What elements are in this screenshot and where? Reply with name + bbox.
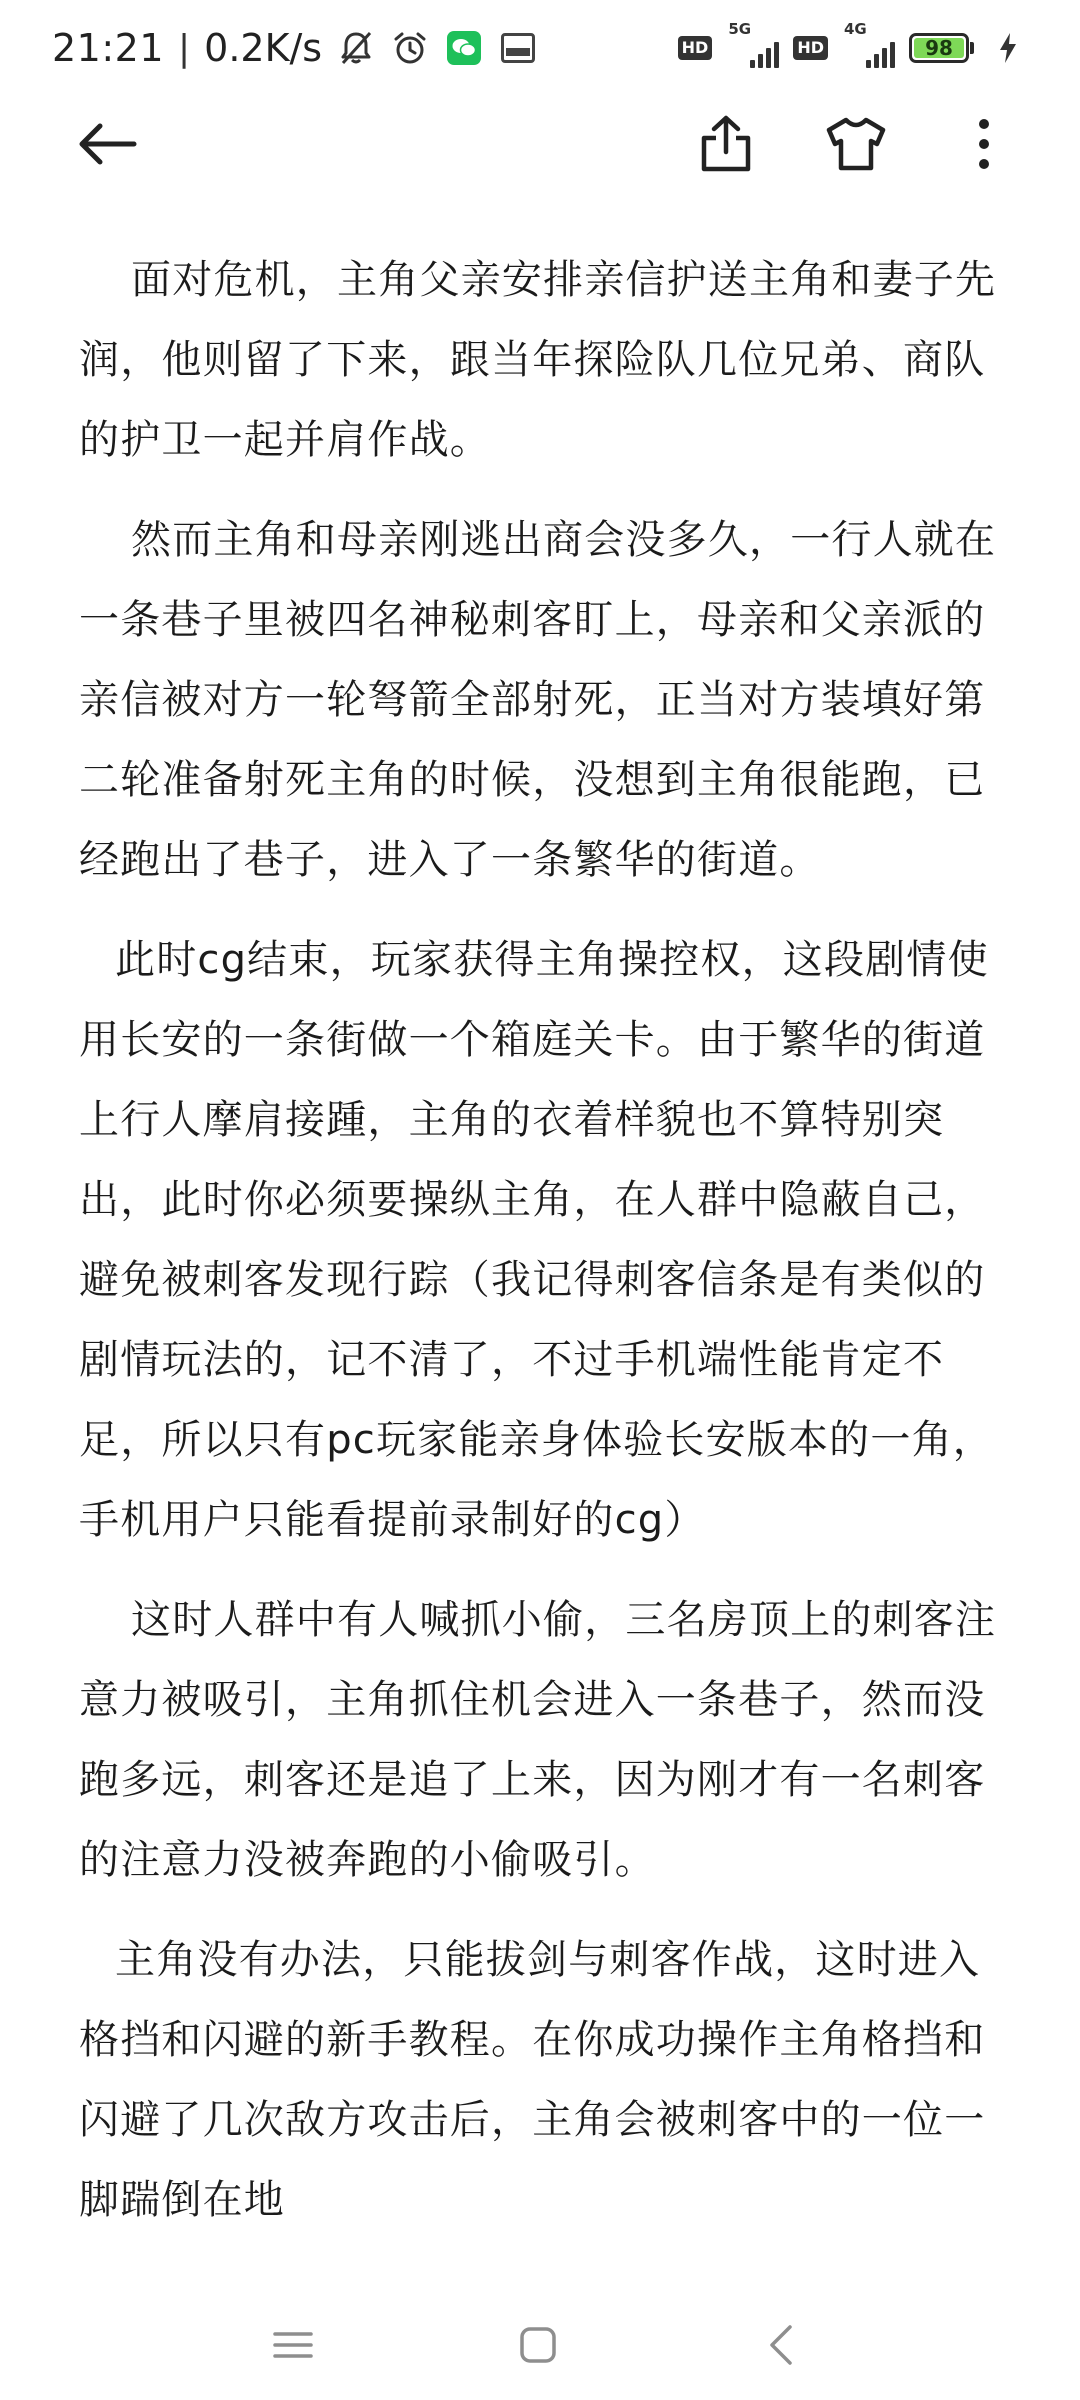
share-button[interactable]	[686, 104, 766, 184]
bolt-icon	[988, 28, 1028, 68]
hd-badge-2: HD	[793, 36, 828, 60]
back-chevron-icon	[766, 2323, 796, 2367]
battery-level: 98	[914, 38, 964, 58]
article-paragraph: 主角没有办法，只能拔剑与刺客作战，这时进入格挡和闪避的新手教程。在你成功操作主角格挡和闪避了几次敌方攻击后，主角会被刺客中的一位一脚踹倒在地	[79, 1937, 986, 2223]
home-button[interactable]	[503, 2310, 573, 2380]
arrow-left-icon	[76, 122, 140, 166]
article-paragraph: 此时cg结束，玩家获得主角操控权，这段剧情使用长安的一条街做一个箱庭关卡。由于繁华的街道上行人摩肩接踵，主角的衣着样貌也不算特别突出，此时你必须要操纵主角，在人群中隐蔽自己，避免被刺客发现行踪（我记得刺客信条是有类似的剧情玩法的，记不清了，不过手机端性能肯定不足，所以只有pc玩家能亲身体验长安版本的一角，手机用户只能看提前录制好的cg）	[79, 937, 994, 1543]
signal-5g-icon: 5G	[726, 28, 779, 68]
hd-badge-1: HD	[678, 36, 713, 60]
status-separator: |	[178, 27, 191, 69]
wechat-icon	[444, 28, 484, 68]
mute-bell-icon	[336, 28, 376, 68]
signal-4g-icon: 4G	[842, 28, 895, 68]
article-paragraph: 面对危机，主角父亲安排亲信护送主角和妻子先润，他则留了下来，跟当年探险队几位兄弟、商队的护卫一起并肩作战。	[79, 257, 997, 463]
tshirt-icon	[825, 116, 887, 172]
menu-lines-icon	[271, 2329, 315, 2361]
status-bar	[0, 0, 1080, 96]
status-bar-right	[678, 20, 1028, 68]
card-icon	[498, 28, 538, 68]
system-navigation-bar	[0, 2290, 1080, 2400]
system-back-button[interactable]	[746, 2310, 816, 2380]
home-square-icon	[518, 2325, 558, 2365]
battery-icon	[909, 33, 974, 63]
theme-button[interactable]	[816, 104, 896, 184]
back-button[interactable]	[68, 104, 148, 184]
reader-toolbar	[0, 96, 1080, 192]
article-paragraph: 然而主角和母亲刚逃出商会没多久，一行人就在一条巷子里被四名神秘刺客盯上，母亲和父亲派的亲信被对方一轮弩箭全部射死，正当对方装填好第二轮准备射死主角的时候，没想到主角很能跑，已经跑出了巷子，进入了一条繁华的街道。	[79, 517, 997, 883]
more-vertical-icon	[974, 116, 994, 172]
share-icon	[698, 114, 754, 174]
recent-apps-button[interactable]	[258, 2310, 328, 2380]
more-button[interactable]	[944, 104, 1024, 184]
article-paragraph: 这时人群中有人喊抓小偷，三名房顶上的刺客注意力被吸引，主角抓住机会进入一条巷子，然而没跑多远，刺客还是追了上来，因为刚才有一名刺客的注意力没被奔跑的小偷吸引。	[79, 1597, 997, 1883]
article-body	[79, 240, 1009, 2260]
status-bar-left	[52, 26, 538, 70]
alarm-icon	[390, 28, 430, 68]
network-speed: 0.2K/s	[204, 26, 323, 70]
clock: 21:21	[52, 26, 165, 70]
